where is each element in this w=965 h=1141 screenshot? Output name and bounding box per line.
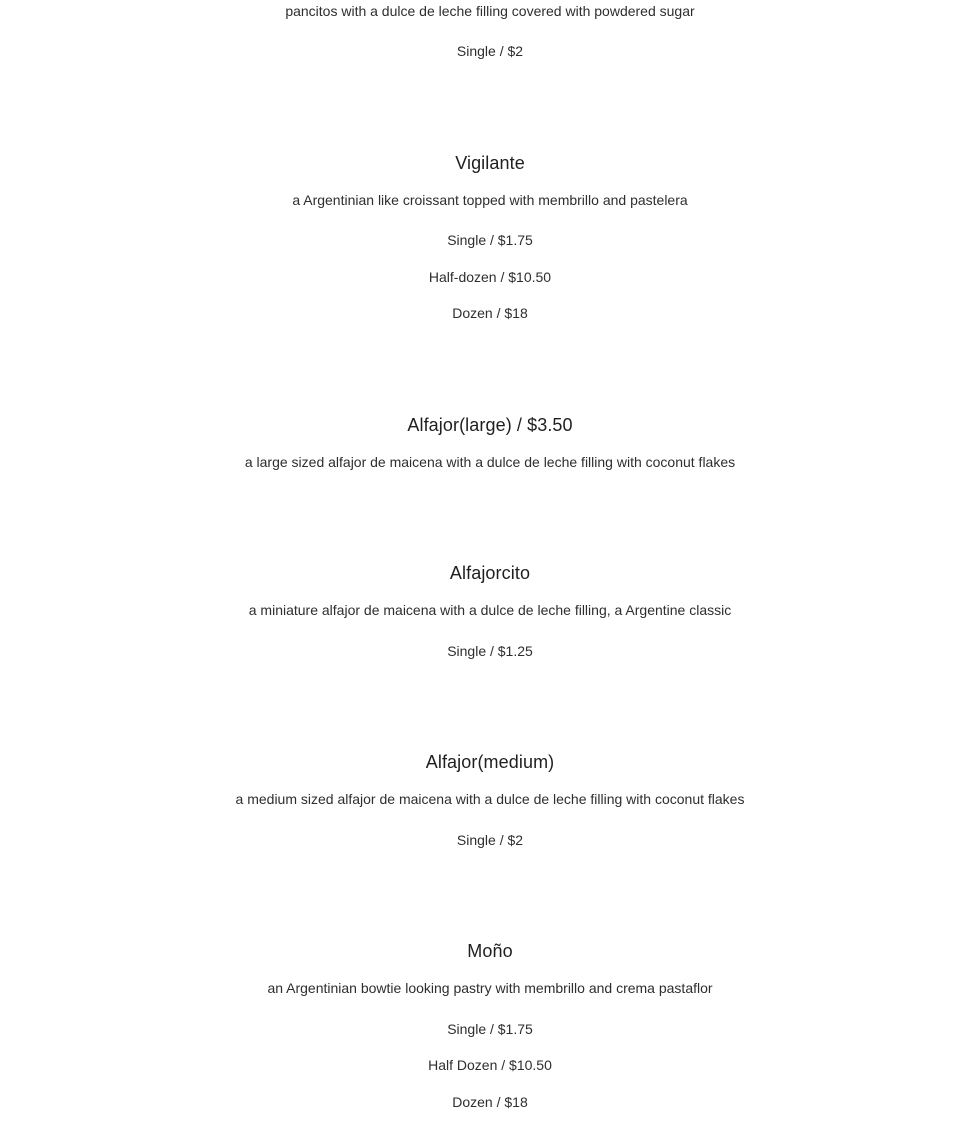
item-price-half-dozen: Half Dozen / $10.50 <box>428 1057 552 1073</box>
item-title-alfajorcito: Alfajorcito <box>449 563 531 583</box>
item-price-dozen: Dozen / $18 <box>452 305 528 321</box>
item-description: a large sized alfajor de maicena with a dulce de leche filling with coconut flakes <box>244 454 736 470</box>
item-price-single: Single / $2 <box>456 43 524 59</box>
item-price-single: Single / $1.75 <box>447 1021 533 1037</box>
item-title-alfajor-large: Alfajor(large) / $3.50 <box>407 415 573 435</box>
item-description: a miniature alfajor de maicena with a dulce de leche filling, a Argentine classic <box>248 602 732 618</box>
item-title-alfajor-medium: Alfajor(medium) <box>425 752 555 772</box>
item-price-dozen: Dozen / $18 <box>452 1094 528 1110</box>
item-title-vigilante: Vigilante <box>455 153 525 173</box>
item-description: a Argentinian like croissant topped with membrillo and pastelera <box>292 192 688 208</box>
item-description: an Argentinian bowtie looking pastry with membrillo and crema pastaflor <box>267 980 713 996</box>
item-price-half-dozen: Half-dozen / $10.50 <box>428 269 552 285</box>
item-description: pancitos with a dulce de leche filling covered with powdered sugar <box>285 3 695 19</box>
item-price-single: Single / $2 <box>456 832 524 848</box>
item-price-single: Single / $1.25 <box>447 643 533 659</box>
item-description: a medium sized alfajor de maicena with a dulce de leche filling with coconut flakes <box>235 791 745 807</box>
item-title-mono: Moño <box>467 941 513 961</box>
item-price-single: Single / $1.75 <box>447 232 533 248</box>
